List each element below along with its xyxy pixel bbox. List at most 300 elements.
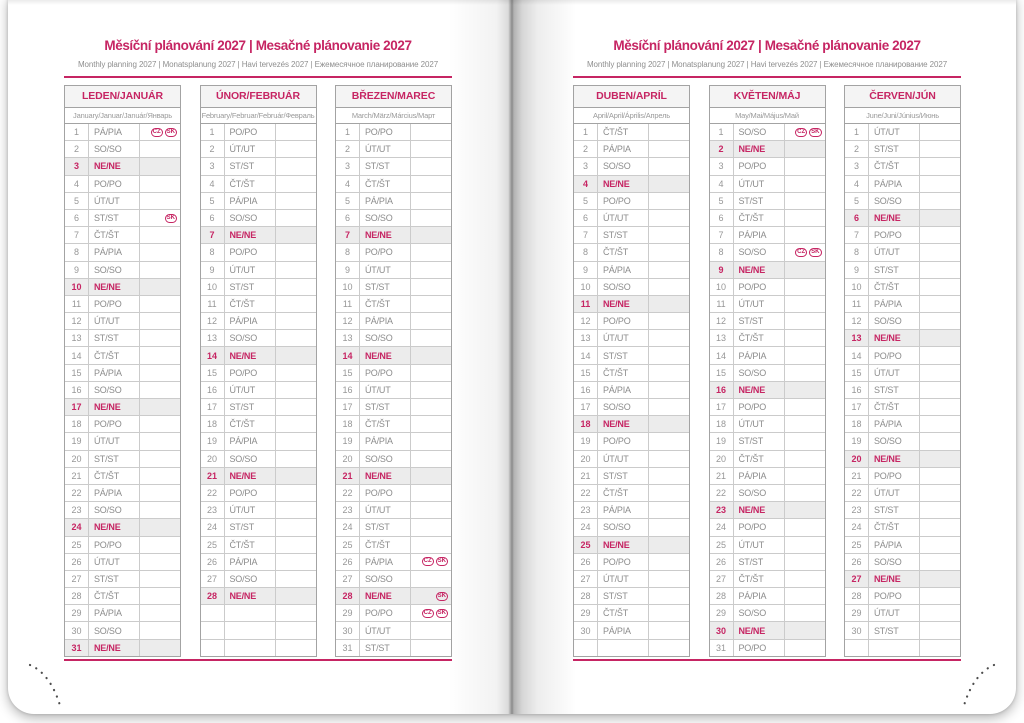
day-number: 14 — [845, 347, 869, 363]
day-notes — [920, 468, 960, 484]
day-number: 28 — [710, 588, 734, 604]
day-number: 20 — [65, 451, 89, 467]
day-row — [710, 416, 825, 433]
day-row — [65, 141, 180, 158]
day-number: 27 — [201, 571, 225, 587]
empty-notes-cell — [920, 640, 960, 656]
day-weekday: NE/NE — [225, 227, 276, 243]
day-weekday: ÚT/UT — [225, 141, 276, 157]
day-number: 4 — [201, 176, 225, 192]
day-weekday: ÚT/UT — [360, 141, 411, 157]
day-weekday: NE/NE — [869, 451, 920, 467]
day-notes — [649, 193, 689, 209]
day-row — [574, 227, 689, 244]
day-notes — [411, 571, 451, 587]
day-number: 13 — [574, 330, 598, 346]
day-weekday: NE/NE — [598, 176, 649, 192]
day-weekday: ST/ST — [598, 227, 649, 243]
day-number: 28 — [845, 588, 869, 604]
day-row — [710, 485, 825, 502]
day-row — [845, 244, 960, 261]
day-notes — [276, 124, 316, 140]
day-row — [845, 588, 960, 605]
day-weekday: ST/ST — [225, 519, 276, 535]
day-weekday: ÚT/UT — [360, 502, 411, 518]
day-weekday: PO/PO — [734, 158, 785, 174]
day-weekday: PO/PO — [225, 365, 276, 381]
day-notes — [276, 279, 316, 295]
day-weekday: SO/SO — [869, 313, 920, 329]
day-number: 26 — [574, 554, 598, 570]
day-row — [336, 124, 451, 141]
holiday-badge-sk: SK — [437, 558, 446, 565]
day-number: 23 — [336, 502, 360, 518]
page-title: Měsíční plánování 2027 | Mesačné plánovanie 2027 — [613, 38, 921, 53]
day-row — [710, 124, 825, 141]
day-row — [574, 313, 689, 330]
day-weekday: ČT/ŠT — [734, 330, 785, 346]
day-number: 8 — [845, 244, 869, 260]
empty-weekday-cell — [225, 640, 276, 656]
day-row — [574, 537, 689, 554]
day-weekday: PO/PO — [360, 605, 411, 621]
months-grid — [573, 85, 961, 657]
holiday-badge-cz: CZ — [152, 128, 161, 135]
day-number: 24 — [845, 519, 869, 535]
day-notes — [920, 313, 960, 329]
day-notes — [140, 141, 180, 157]
day-number: 26 — [201, 554, 225, 570]
day-notes — [920, 330, 960, 346]
day-row — [65, 193, 180, 210]
day-number: 21 — [65, 468, 89, 484]
day-row — [336, 571, 451, 588]
day-weekday: SO/SO — [360, 571, 411, 587]
day-number: 19 — [336, 433, 360, 449]
day-weekday: PO/PO — [360, 244, 411, 260]
day-row — [336, 399, 451, 416]
day-number: 22 — [845, 485, 869, 501]
day-weekday: SO/SO — [225, 571, 276, 587]
day-row — [574, 158, 689, 175]
day-weekday: ST/ST — [869, 382, 920, 398]
day-number: 2 — [710, 141, 734, 157]
day-row — [845, 210, 960, 227]
empty-notes-cell — [276, 640, 316, 656]
day-weekday: ÚT/UT — [734, 296, 785, 312]
day-weekday: ST/ST — [734, 193, 785, 209]
day-notes — [785, 382, 825, 398]
day-row — [336, 176, 451, 193]
day-weekday: SO/SO — [598, 399, 649, 415]
day-weekday: ST/ST — [734, 313, 785, 329]
day-weekday: PO/PO — [360, 485, 411, 501]
day-row — [845, 416, 960, 433]
day-row — [65, 296, 180, 313]
month-table — [709, 85, 826, 657]
day-weekday: ST/ST — [734, 554, 785, 570]
day-notes — [140, 605, 180, 621]
day-row — [201, 296, 316, 313]
day-notes — [276, 554, 316, 570]
day-weekday: ČT/ŠT — [89, 347, 140, 363]
day-weekday: PO/PO — [598, 554, 649, 570]
day-notes — [649, 485, 689, 501]
day-number: 6 — [574, 210, 598, 226]
day-row — [574, 347, 689, 364]
day-row — [336, 605, 451, 622]
day-row — [845, 571, 960, 588]
day-weekday: NE/NE — [89, 279, 140, 295]
day-weekday: PÁ/PIA — [734, 588, 785, 604]
day-row — [710, 296, 825, 313]
bottom-rule — [573, 659, 961, 661]
day-notes — [920, 296, 960, 312]
day-row — [65, 158, 180, 175]
day-weekday: SO/SO — [225, 210, 276, 226]
day-number: 17 — [201, 399, 225, 415]
day-weekday: NE/NE — [225, 588, 276, 604]
day-weekday: PÁ/PIA — [734, 468, 785, 484]
day-row — [65, 176, 180, 193]
day-notes — [140, 588, 180, 604]
day-number: 16 — [201, 382, 225, 398]
day-row — [65, 244, 180, 261]
day-row — [710, 571, 825, 588]
day-notes — [276, 399, 316, 415]
day-number: 20 — [574, 451, 598, 467]
day-notes — [920, 227, 960, 243]
day-notes — [140, 399, 180, 415]
day-number: 17 — [574, 399, 598, 415]
day-weekday: NE/NE — [225, 347, 276, 363]
day-notes — [649, 365, 689, 381]
day-notes — [140, 622, 180, 638]
day-weekday: SO/SO — [734, 365, 785, 381]
day-notes — [649, 605, 689, 621]
day-weekday: ÚT/UT — [869, 244, 920, 260]
day-row — [336, 158, 451, 175]
day-row — [65, 588, 180, 605]
day-notes — [411, 382, 451, 398]
day-notes — [649, 571, 689, 587]
day-row — [65, 399, 180, 416]
day-number: 10 — [65, 279, 89, 295]
month-subtitle: May/Mai/Május/Май — [710, 108, 825, 124]
day-weekday: ČT/ŠT — [598, 244, 649, 260]
day-weekday: ST/ST — [598, 347, 649, 363]
month-name: ČERVEN/JÚN — [845, 86, 960, 108]
day-notes — [276, 519, 316, 535]
day-row — [65, 640, 180, 656]
day-notes — [411, 262, 451, 278]
day-weekday: ÚT/UT — [734, 416, 785, 432]
day-weekday: PÁ/PIA — [734, 347, 785, 363]
day-notes — [785, 468, 825, 484]
day-row — [336, 519, 451, 536]
day-notes — [276, 227, 316, 243]
day-number: 4 — [845, 176, 869, 192]
day-notes — [785, 588, 825, 604]
day-notes — [920, 279, 960, 295]
day-row — [710, 640, 825, 656]
day-weekday: ÚT/UT — [360, 622, 411, 638]
day-number: 13 — [845, 330, 869, 346]
day-row — [201, 365, 316, 382]
day-number: 30 — [845, 622, 869, 638]
day-row — [201, 279, 316, 296]
day-notes — [649, 399, 689, 415]
day-number: 22 — [710, 485, 734, 501]
day-number: 11 — [845, 296, 869, 312]
day-weekday: SO/SO — [360, 451, 411, 467]
month-table — [200, 85, 317, 657]
day-row — [65, 554, 180, 571]
day-notes — [649, 382, 689, 398]
day-number: 14 — [710, 347, 734, 363]
day-notes — [785, 227, 825, 243]
day-notes — [276, 365, 316, 381]
day-notes — [785, 433, 825, 449]
day-row — [201, 244, 316, 261]
day-notes — [785, 313, 825, 329]
day-row — [201, 502, 316, 519]
day-number: 7 — [336, 227, 360, 243]
day-notes — [649, 502, 689, 518]
day-notes — [649, 296, 689, 312]
day-weekday: ČT/ŠT — [869, 279, 920, 295]
day-notes — [920, 519, 960, 535]
day-weekday: PÁ/PIA — [598, 502, 649, 518]
day-number: 18 — [65, 416, 89, 432]
month-subtitle: January/Januar/Január/Январь — [65, 108, 180, 124]
day-row — [574, 296, 689, 313]
empty-weekday-cell — [598, 640, 649, 656]
day-weekday: PÁ/PIA — [89, 124, 140, 140]
day-row — [201, 193, 316, 210]
day-number: 6 — [65, 210, 89, 226]
day-weekday: ČT/ŠT — [869, 158, 920, 174]
day-row — [574, 416, 689, 433]
day-notes — [411, 296, 451, 312]
day-number: 5 — [336, 193, 360, 209]
day-notes — [649, 622, 689, 638]
day-weekday: ST/ST — [734, 433, 785, 449]
day-weekday: ÚT/UT — [225, 502, 276, 518]
day-number: 20 — [201, 451, 225, 467]
day-notes — [649, 313, 689, 329]
day-number: 9 — [65, 262, 89, 278]
day-number: 16 — [710, 382, 734, 398]
day-number: 2 — [845, 141, 869, 157]
day-row — [574, 176, 689, 193]
day-notes — [649, 554, 689, 570]
day-row — [845, 451, 960, 468]
day-row — [65, 416, 180, 433]
day-notes — [411, 622, 451, 638]
day-weekday: PO/PO — [734, 399, 785, 415]
day-notes — [140, 485, 180, 501]
day-number: 17 — [710, 399, 734, 415]
day-number: 16 — [336, 382, 360, 398]
day-notes — [649, 279, 689, 295]
day-row — [574, 399, 689, 416]
day-weekday: ÚT/UT — [89, 554, 140, 570]
day-notes — [649, 588, 689, 604]
day-notes — [411, 365, 451, 381]
day-row — [336, 554, 451, 571]
day-row — [336, 485, 451, 502]
day-notes — [411, 279, 451, 295]
empty-notes-cell — [649, 640, 689, 656]
day-notes — [920, 554, 960, 570]
day-weekday: ČT/ŠT — [225, 537, 276, 553]
day-row — [710, 227, 825, 244]
day-notes — [649, 451, 689, 467]
day-weekday: SO/SO — [734, 605, 785, 621]
day-row — [574, 571, 689, 588]
day-number: 4 — [574, 176, 598, 192]
day-notes — [140, 313, 180, 329]
empty-day-row — [201, 605, 316, 622]
day-number: 15 — [710, 365, 734, 381]
day-weekday: SO/SO — [598, 519, 649, 535]
day-notes — [140, 296, 180, 312]
holiday-badge-sk: SK — [437, 592, 446, 599]
day-notes — [140, 279, 180, 295]
day-number: 5 — [65, 193, 89, 209]
day-row — [574, 210, 689, 227]
day-row — [201, 124, 316, 141]
day-weekday: PO/PO — [225, 124, 276, 140]
day-row — [65, 571, 180, 588]
day-row — [201, 433, 316, 450]
day-weekday: ÚT/UT — [598, 210, 649, 226]
day-row — [710, 330, 825, 347]
day-row — [336, 416, 451, 433]
day-weekday: PÁ/PIA — [869, 416, 920, 432]
day-number: 25 — [336, 537, 360, 553]
day-notes — [785, 399, 825, 415]
day-number: 25 — [65, 537, 89, 553]
page-subtitle: Monthly planning 2027 | Monatsplanung 2027 | Havi tervezés 2027 | Ежемесячное планирование 2027 — [586, 60, 948, 69]
day-row — [710, 519, 825, 536]
day-notes — [276, 296, 316, 312]
day-weekday: ST/ST — [89, 330, 140, 346]
day-weekday: NE/NE — [360, 347, 411, 363]
day-notes — [411, 227, 451, 243]
day-row — [574, 244, 689, 261]
day-notes — [785, 176, 825, 192]
day-number: 11 — [65, 296, 89, 312]
day-weekday: PÁ/PIA — [598, 622, 649, 638]
day-weekday: SO/SO — [89, 262, 140, 278]
day-row — [65, 227, 180, 244]
day-row — [201, 537, 316, 554]
day-number: 13 — [336, 330, 360, 346]
day-notes — [649, 330, 689, 346]
day-number: 29 — [336, 605, 360, 621]
day-number: 13 — [201, 330, 225, 346]
day-row — [65, 622, 180, 639]
day-weekday: PÁ/PIA — [360, 554, 411, 570]
day-notes — [411, 554, 451, 570]
day-number: 10 — [710, 279, 734, 295]
day-weekday: NE/NE — [225, 468, 276, 484]
day-row — [336, 451, 451, 468]
day-number: 23 — [201, 502, 225, 518]
day-notes — [785, 416, 825, 432]
day-weekday: PÁ/PIA — [89, 485, 140, 501]
day-notes — [140, 519, 180, 535]
left-page — [8, 0, 512, 714]
day-weekday: ÚT/UT — [734, 176, 785, 192]
day-weekday: ST/ST — [869, 141, 920, 157]
day-weekday: SO/SO — [869, 554, 920, 570]
day-weekday: ČT/ŠT — [598, 124, 649, 140]
day-row — [710, 554, 825, 571]
empty-weekday-cell — [225, 605, 276, 621]
day-number: 8 — [710, 244, 734, 260]
day-weekday: PÁ/PIA — [869, 537, 920, 553]
day-number: 23 — [710, 502, 734, 518]
day-notes — [276, 382, 316, 398]
day-number: 14 — [65, 347, 89, 363]
day-notes — [276, 210, 316, 226]
day-weekday: ÚT/UT — [869, 124, 920, 140]
day-notes — [276, 451, 316, 467]
day-weekday: NE/NE — [869, 210, 920, 226]
day-number: 12 — [845, 313, 869, 329]
day-weekday: ČT/ŠT — [89, 227, 140, 243]
day-weekday: PO/PO — [89, 416, 140, 432]
day-weekday: PO/PO — [360, 124, 411, 140]
day-weekday: PO/PO — [225, 485, 276, 501]
day-number: 23 — [845, 502, 869, 518]
day-notes — [411, 313, 451, 329]
day-weekday: SO/SO — [89, 141, 140, 157]
day-notes — [920, 210, 960, 226]
day-number: 19 — [845, 433, 869, 449]
day-row — [65, 433, 180, 450]
day-weekday: ST/ST — [89, 210, 140, 226]
day-number: 26 — [336, 554, 360, 570]
day-row — [710, 210, 825, 227]
day-row — [574, 330, 689, 347]
day-row — [336, 210, 451, 227]
day-notes — [411, 485, 451, 501]
day-row — [201, 451, 316, 468]
day-number: 7 — [65, 227, 89, 243]
day-notes — [920, 244, 960, 260]
day-weekday: ÚT/UT — [598, 571, 649, 587]
day-number: 3 — [65, 158, 89, 174]
day-row — [574, 262, 689, 279]
page-subtitle: Monthly planning 2027 | Monatsplanung 2027 | Havi tervezés 2027 | Ежемесячное планирование 2027 — [77, 60, 439, 69]
day-weekday: NE/NE — [89, 158, 140, 174]
day-row — [710, 605, 825, 622]
day-notes — [140, 433, 180, 449]
day-notes — [920, 502, 960, 518]
day-number: 7 — [845, 227, 869, 243]
day-notes — [785, 279, 825, 295]
month-subtitle: March/März/Március/Март — [336, 108, 451, 124]
day-notes — [785, 296, 825, 312]
day-number: 15 — [336, 365, 360, 381]
day-weekday: NE/NE — [89, 519, 140, 535]
day-notes — [276, 571, 316, 587]
day-weekday: ÚT/UT — [360, 262, 411, 278]
